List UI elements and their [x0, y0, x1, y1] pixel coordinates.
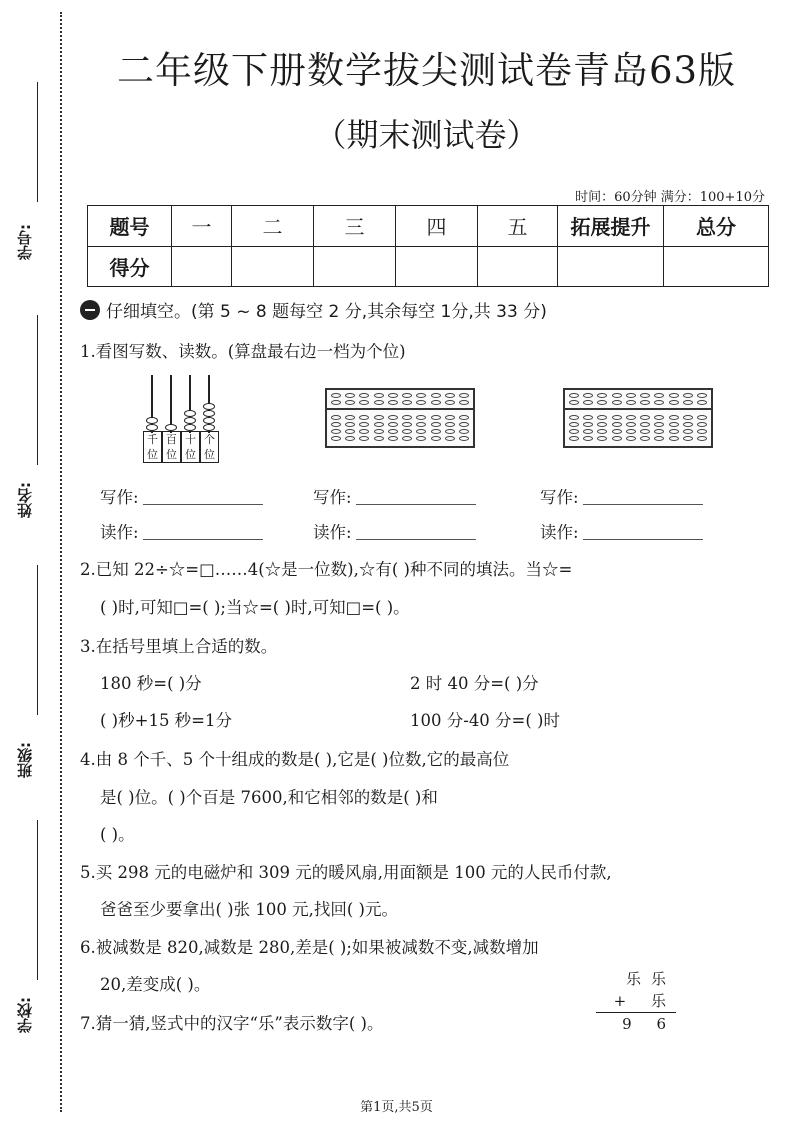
score-header-cell: 总分	[664, 206, 769, 247]
write-label: 写作:	[100, 488, 139, 507]
q4-line2: 是( )位。( )个百是 7600,和它相邻的数是( )和	[100, 788, 438, 807]
read-label: 读作:	[100, 523, 139, 542]
q7-line1: 7.猜一猜,竖式中的汉字“乐”表示数字( )。	[80, 1014, 384, 1033]
q3-item-d: 100 分-40 分=( )时	[410, 711, 560, 730]
section-number-icon	[80, 300, 100, 320]
write-label: 写作:	[540, 488, 579, 507]
score-input-cell[interactable]	[314, 246, 396, 287]
read-answer-3[interactable]	[540, 519, 703, 543]
binding-dotted-line	[60, 12, 62, 1112]
section-heading	[80, 297, 547, 322]
score-header-cell: 题号	[88, 206, 172, 247]
section-title: 仔细填空。(第 5 ~ 8 题每空 2 分,其余每空 1分,共 33 分)	[106, 302, 547, 322]
score-header-cell: 二	[232, 206, 314, 247]
q3-item-c: ( )秒+15 秒=1分	[100, 711, 233, 730]
vertical-addition	[596, 968, 676, 1037]
q6-line1: 6.被减数是 820,减数是 280,差是( );如果被减数不变,减数增加	[80, 938, 539, 957]
score-header-cell: 一	[172, 206, 232, 247]
vertical-row-2: + 乐	[613, 992, 676, 1010]
time-info: 时间：60分钟 满分：100+10分	[575, 190, 765, 205]
place-label-ones: 个位	[200, 431, 219, 463]
score-input-cell[interactable]	[172, 246, 232, 287]
vertical-row-3: 9 6	[622, 1015, 676, 1033]
read-label: 读作:	[313, 523, 352, 542]
side-label-xuehao: 学号:	[16, 224, 34, 260]
q2-line1: 2.已知 22÷☆=□……4(☆是一位数),☆有( )种不同的填法。当☆=	[80, 560, 573, 579]
score-input-cell[interactable]	[396, 246, 478, 287]
read-answer-2[interactable]	[313, 519, 476, 543]
page-title: 二年级下册数学拔尖测试卷青岛63版	[116, 49, 737, 92]
side-label-xingming: 姓名:	[16, 482, 34, 518]
place-label-thousands: 千位	[143, 431, 162, 463]
score-row-label: 得分	[88, 246, 172, 287]
q4-line1: 4.由 8 个千、5 个十组成的数是( ),它是( )位数,它的最高位	[80, 750, 510, 769]
page-subtitle: （期末测试卷）	[314, 116, 539, 154]
write-label: 写作:	[313, 488, 352, 507]
place-label-hundreds: 百位	[162, 431, 181, 463]
score-table	[87, 205, 769, 287]
score-table-score-row	[88, 246, 769, 287]
q3-item-b: 2 时 40 分=( )分	[410, 674, 539, 693]
score-header-cell: 四	[396, 206, 478, 247]
score-table-header-row	[88, 206, 769, 247]
score-input-cell[interactable]	[558, 246, 664, 287]
q6-line2: 20,差变成( )。	[100, 975, 211, 994]
score-header-cell: 拓展提升	[558, 206, 664, 247]
abacus-figure-1	[325, 388, 475, 448]
q3-line1: 3.在括号里填上合适的数。	[80, 637, 278, 656]
score-header-cell: 三	[314, 206, 396, 247]
banji-line	[37, 565, 38, 715]
vertical-rule	[596, 1012, 676, 1013]
q4-line3: ( )。	[100, 825, 135, 844]
score-input-cell[interactable]	[232, 246, 314, 287]
xuehao-line	[37, 82, 38, 202]
q1-text: 1.看图写数、读数。(算盘最右边一档为个位)	[80, 342, 406, 361]
score-input-cell[interactable]	[478, 246, 558, 287]
write-answer-3[interactable]	[540, 484, 703, 508]
q3-item-a: 180 秒=( )分	[100, 674, 202, 693]
side-label-banji: 班级:	[16, 742, 34, 778]
q5-line1: 5.买 298 元的电磁炉和 309 元的暖风扇,用面额是 100 元的人民币付款,	[80, 863, 612, 882]
read-label: 读作:	[540, 523, 579, 542]
vertical-row-1: 乐乐	[625, 970, 676, 988]
write-answer-1[interactable]	[100, 484, 263, 508]
read-answer-1[interactable]	[100, 519, 263, 543]
abacus-figure-2	[563, 388, 713, 448]
counting-frame-figure	[143, 375, 219, 465]
xingming-line	[37, 315, 38, 465]
xuexiao-line	[37, 820, 38, 980]
score-header-cell: 五	[478, 206, 558, 247]
write-answer-2[interactable]	[313, 484, 476, 508]
page-number: 第1页,共5页	[360, 1100, 433, 1115]
q5-line2: 爸爸至少要拿出( )张 100 元,找回( )元。	[100, 900, 398, 919]
side-label-xuexiao: 学校:	[16, 997, 34, 1033]
score-input-cell[interactable]	[664, 246, 769, 287]
place-label-tens: 十位	[181, 431, 200, 463]
q2-line2: ( )时,可知□=( );当☆=( )时,可知□=( )。	[100, 598, 410, 617]
